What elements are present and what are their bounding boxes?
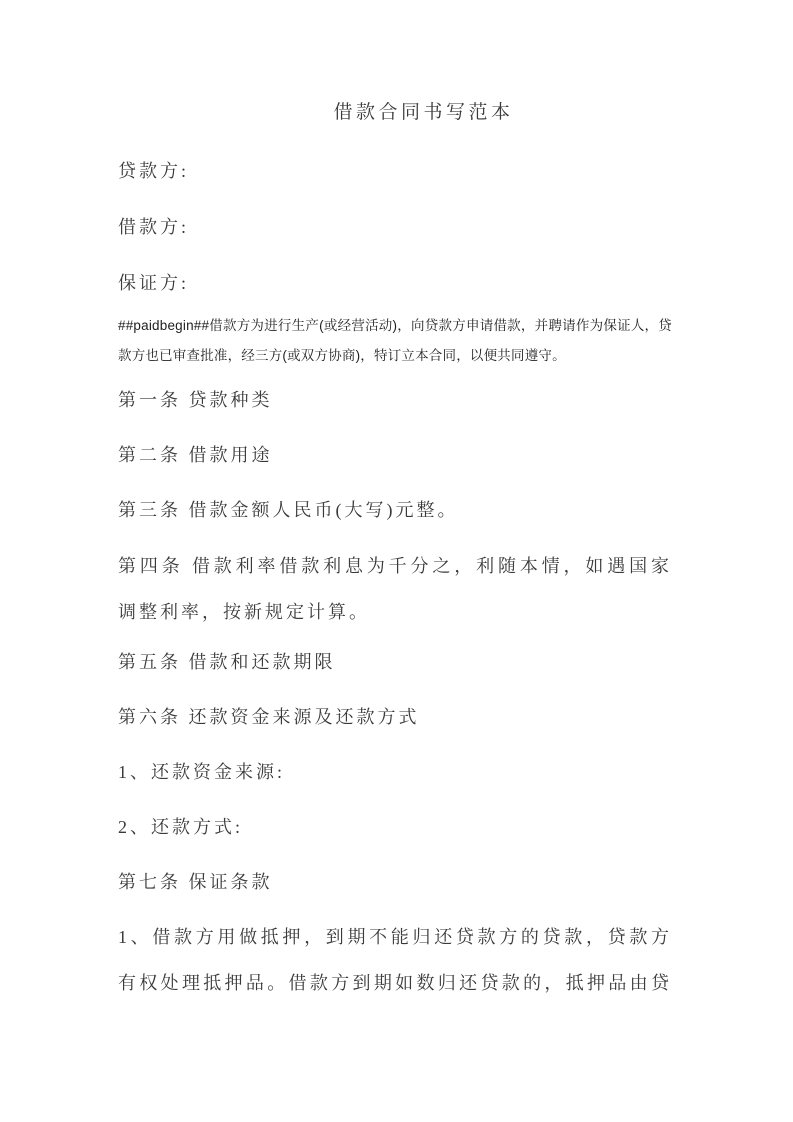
article-6-item-1: 1、还款资金来源:: [118, 762, 286, 782]
lender-label: 贷款方:: [118, 161, 190, 181]
article-7-item-1-line-2: 有权处理抵押品。借款方到期如数归还贷款的，抵押品由贷: [118, 973, 672, 993]
article-6-heading: 第六条 还款资金来源及还款方式: [118, 707, 420, 727]
article-5-heading: 第五条 借款和还款期限: [118, 652, 336, 672]
guarantor-label: 保证方:: [118, 273, 190, 293]
article-6-item-2: 2、还款方式:: [118, 817, 244, 837]
article-3-heading: 第三条 借款金额人民币(大写)元整。: [118, 500, 459, 520]
document-title: 借款合同书写范本: [333, 102, 514, 123]
intro-line-2: 款方也已审查批准，经三方(或双方协商)，特订立本合同，以便共同遵守。: [118, 348, 566, 363]
article-7-item-1-line-1: 1、借款方用做抵押，到期不能归还贷款方的贷款，贷款方: [118, 927, 672, 947]
article-7-item-1-paragraph: [118, 914, 672, 1006]
article-1-heading: 第一条 贷款种类: [118, 390, 273, 410]
article-4-line-1: 第四条 借款利率借款利息为千分之，利随本情，如遇国家: [118, 556, 672, 576]
intro-line-1: ##paidbegin##借款方为进行生产(或经营活动)，向贷款方申请借款，并聘请作为保证人，贷: [118, 318, 672, 333]
article-7-heading: 第七条 保证条款: [118, 872, 273, 892]
intro-paragraph: [118, 311, 672, 371]
article-4-paragraph: [118, 543, 672, 635]
article-4-line-2: 调整利率，按新规定计算。: [118, 602, 370, 622]
borrower-label: 借款方:: [118, 217, 190, 237]
article-2-heading: 第二条 借款用途: [118, 445, 273, 465]
